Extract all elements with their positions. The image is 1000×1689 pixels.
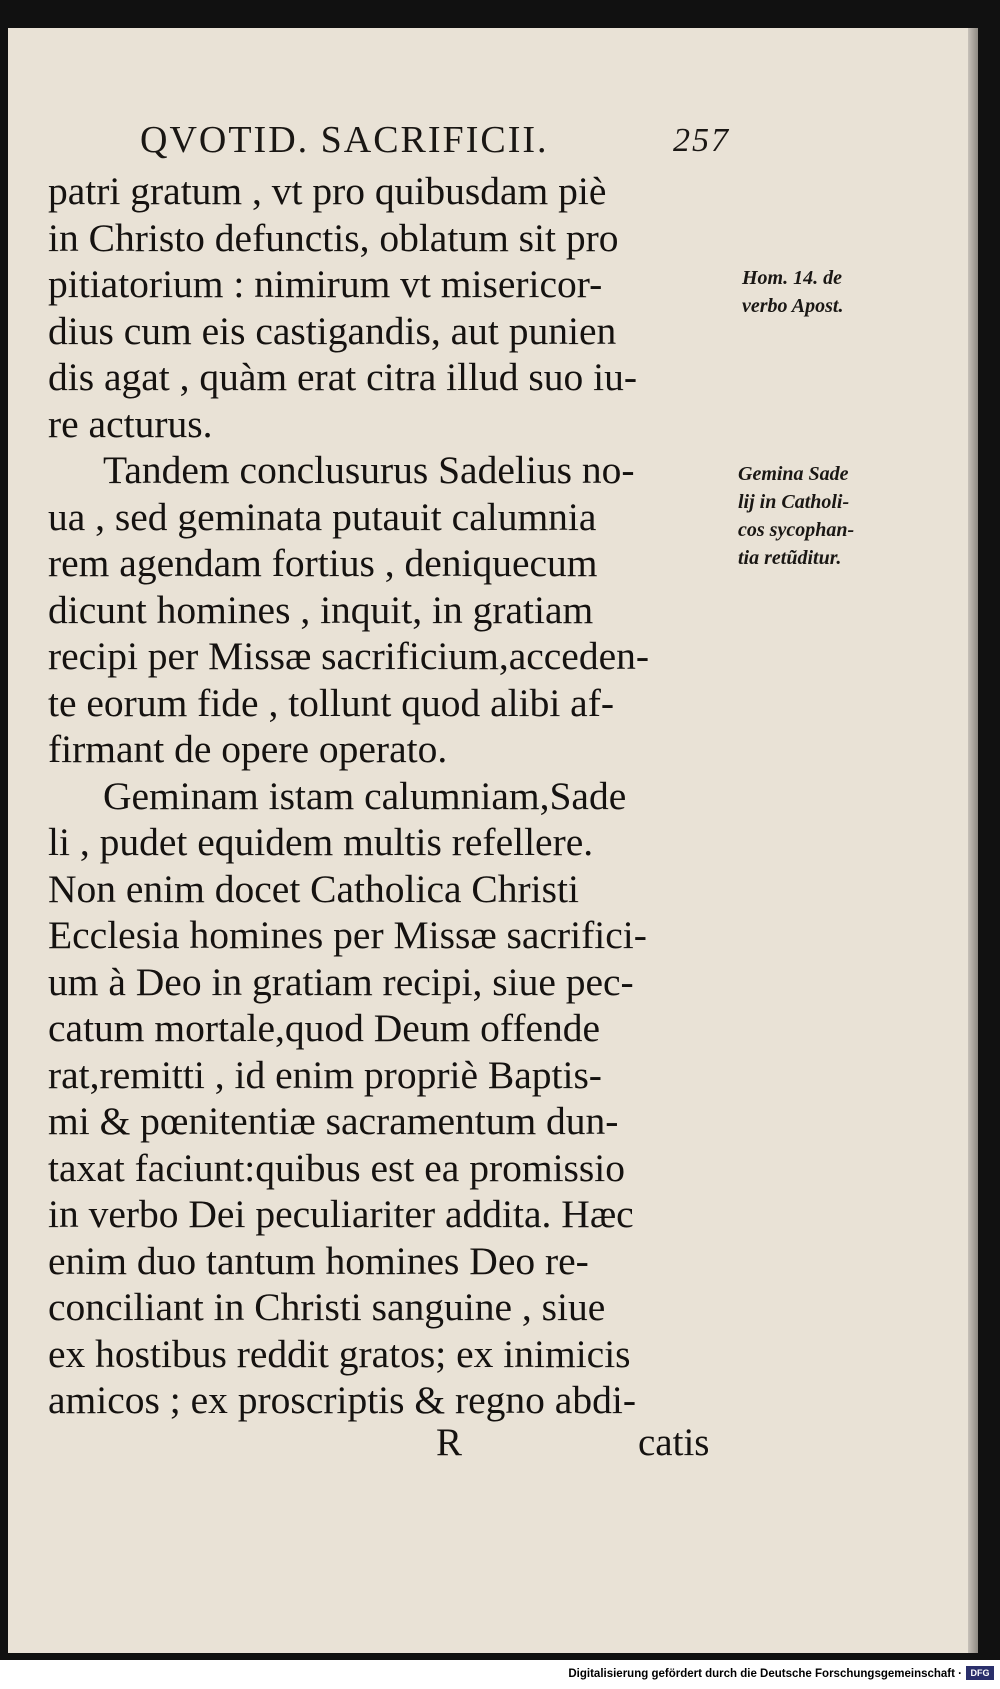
paragraph-start-line: Geminam istam calumniam,Sade: [103, 773, 627, 818]
text-line: in Christo defunctis, oblatum sit pro: [48, 215, 619, 260]
running-header: [128, 98, 730, 161]
text-line: mi & pœnitentiæ sacramentum dun-: [48, 1099, 619, 1143]
text-line: te eorum fide , tollunt quod alibi af-: [48, 680, 615, 725]
text-line: rem agendam fortius , deniquecum: [48, 541, 598, 585]
text-line: um à Deo in gratiam recipi, siue pec-: [48, 959, 634, 1004]
running-title: QVOTID. SACRIFICII.: [140, 119, 549, 161]
marginal-note-line: lij in Catholi-: [738, 491, 850, 513]
text-line: catum mortale,quod Deum offende: [48, 1006, 601, 1050]
funding-credit: Digitalisierung gefördert durch die Deutsche Forschungsgemeinschaft ·: [568, 1668, 962, 1680]
text-line: pitiatorium : nimirum vt misericor-: [48, 262, 603, 306]
signature-mark: R: [436, 1421, 463, 1464]
text-line: li , pudet equidem multis refellere.: [48, 820, 594, 864]
dfg-logo: DFG: [966, 1666, 994, 1680]
marginal-note-homily: [742, 264, 843, 320]
text-line: in verbo Dei peculiariter addita. Hæc: [48, 1192, 634, 1236]
text-line: Non enim docet Catholica Christi: [48, 866, 579, 911]
page-footer: [48, 1420, 738, 1470]
text-line: rat,remitti , id enim propriè Baptis-: [48, 1052, 602, 1097]
digitization-credit-bar: [0, 1660, 1000, 1689]
text-line: patri gratum , vt pro quibusdam piè: [48, 169, 607, 213]
page-number: 257: [673, 122, 730, 159]
text-line: ex hostibus reddit gratos; ex inimicis: [48, 1331, 631, 1376]
text-line: dis agat , quàm erat citra illud suo iu-: [48, 355, 638, 399]
marginal-note-line: Hom. 14. de: [742, 267, 842, 289]
main-text-block: [48, 168, 738, 1424]
text-line: firmant de opere operato.: [48, 727, 448, 771]
text-line: amicos ; ex proscriptis & regno abdi-: [48, 1378, 636, 1422]
text-line: Ecclesia homines per Missæ sacrifici-: [48, 913, 647, 957]
marginal-note-line: cos sycophan-: [738, 519, 855, 541]
text-line: taxat faciunt:quibus est ea promissio: [48, 1145, 626, 1190]
text-line: conciliant in Christi sanguine , siue: [48, 1285, 606, 1329]
text-line: recipi per Missæ sacrificium,acceden-: [48, 634, 650, 678]
text-line: ua , sed geminata putauit calumnia: [48, 494, 597, 539]
marginal-note-line: Gemina Sade: [738, 463, 849, 485]
catchword: catis: [638, 1421, 710, 1464]
marginal-note-line: tia retũditur.: [738, 547, 842, 569]
text-line: dius cum eis castigandis, aut punien: [48, 308, 617, 353]
marginal-note-line: verbo Apost.: [742, 295, 844, 317]
book-page: [8, 28, 978, 1653]
paragraph-start-line: Tandem conclusurus Sadelius no-: [103, 448, 635, 492]
marginal-note-sadelius: [738, 460, 854, 572]
text-line: enim duo tantum homines Deo re-: [48, 1238, 589, 1283]
text-line: dicunt homines , inquit, in gratiam: [48, 587, 594, 632]
text-line: re acturus.: [48, 401, 213, 446]
